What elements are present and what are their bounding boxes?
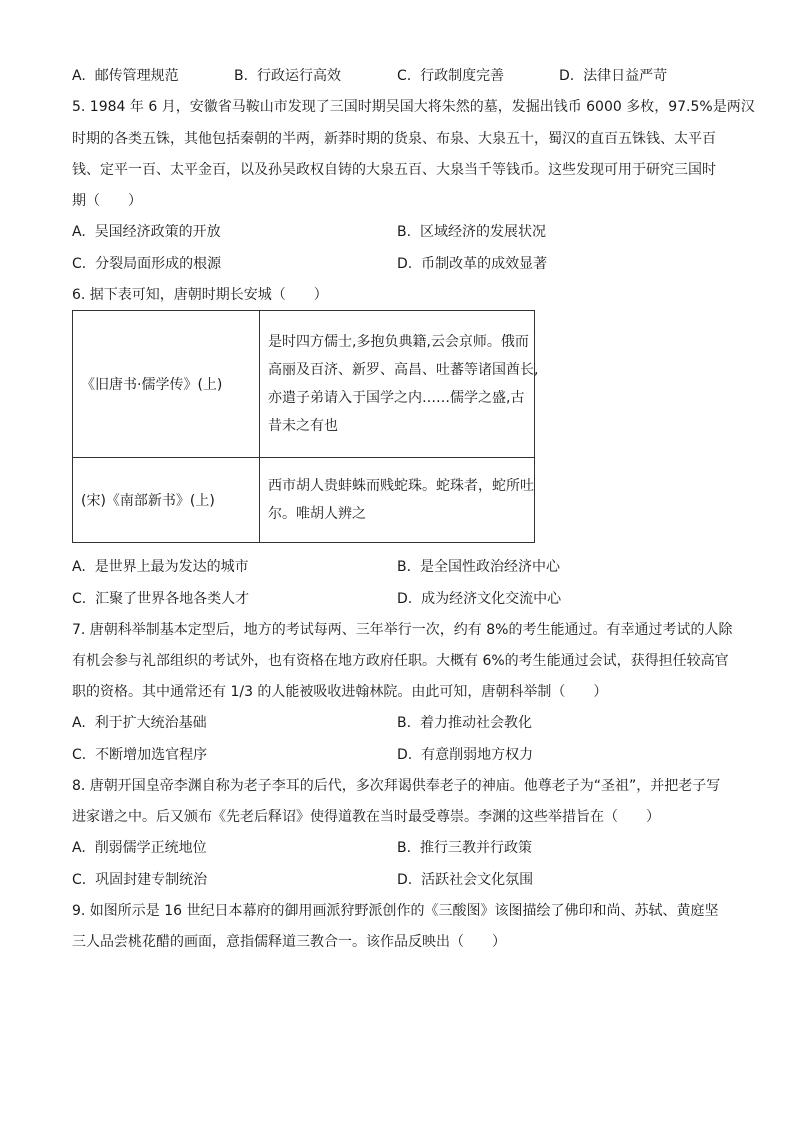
q9-stem-line: 三人品尝桃花醋的画面，意指儒释道三教合一。该作品反映出（ ） bbox=[72, 934, 506, 950]
q5-stem-line: 时期的各类五铢，其他包括秦朝的半两，新莽时期的货泉、布泉、大泉五十，蜀汉的直百五铢钱、太平百 bbox=[72, 131, 716, 147]
table-source-cell: (宋)《南部新书》(上) bbox=[73, 458, 260, 543]
q8-option-c[interactable]: C. 巩固封建专制统治 bbox=[72, 872, 208, 888]
q8-stem-line: 8. 唐朝开国皇帝李渊自称为老子李耳的后代，多次拜谒供奉老子的神庙。他尊老子为“圣祖”，并把老子写 bbox=[72, 778, 721, 794]
q4-option-b[interactable]: B. 行政运行高效 bbox=[234, 68, 341, 84]
table-content-cell: 是时四方儒士,多抱负典籍,云会京师。俄而 高丽及百济、新罗、高昌、吐蕃等诸国酋长, 亦遣子弟请入于国学之内……儒学之盛,古 昔未之有也 bbox=[260, 311, 535, 458]
q6-option-b[interactable]: B. 是全国性政治经济中心 bbox=[397, 559, 560, 575]
q5-stem-line: 期（ ） bbox=[72, 193, 142, 209]
q7-stem-line: 7. 唐朝科举制基本定型后，地方的考试每两、三年举行一次，约有 8%的考生能通过。有幸通过考试的人除 bbox=[72, 622, 733, 638]
q6-option-a[interactable]: A. 是世界上最为发达的城市 bbox=[72, 559, 249, 575]
q5-option-c[interactable]: C. 分裂局面形成的根源 bbox=[72, 256, 222, 272]
table-row bbox=[73, 458, 535, 543]
q7-stem-line: 职的资格。其中通常还有 1/3 的人能被吸收进翰林院。由此可知，唐朝科举制（ ） bbox=[72, 684, 608, 700]
q7-option-a[interactable]: A. 利于扩大统治基础 bbox=[72, 715, 207, 731]
q8-stem-line: 进家谱之中。后又颁布《先老后释诏》使得道教在当时最受尊崇。李渊的这些举措旨在（ ） bbox=[72, 809, 660, 825]
q7-option-d[interactable]: D. 有意削弱地方权力 bbox=[397, 747, 534, 763]
q8-option-b[interactable]: B. 推行三教并行政策 bbox=[397, 840, 532, 856]
q6-option-d[interactable]: D. 成为经济文化交流中心 bbox=[397, 591, 562, 607]
q6-stem: 6. 据下表可知，唐朝时期长安城（ ） bbox=[72, 287, 328, 303]
q7-stem-line: 有机会参与礼部组织的考试外，也有资格在地方政府任职。大概有 6%的考生能通过会试，获得担任较高官 bbox=[72, 653, 729, 669]
q6-option-c[interactable]: C. 汇聚了世界各地各类人才 bbox=[72, 591, 250, 607]
q5-option-a[interactable]: A. 吴国经济政策的开放 bbox=[72, 224, 221, 240]
q7-option-c[interactable]: C. 不断增加选官程序 bbox=[72, 747, 208, 763]
table-content-cell: 西市胡人贵蚌蛛而贱蛇珠。蛇珠者，蛇所吐 尔。唯胡人辨之 bbox=[260, 458, 535, 543]
q5-stem-line: 5. 1984 年 6 月，安徽省马鞍山市发现了三国时期吴国大将朱然的墓，发掘出钱币 6000 多枚，97.5%是两汉 bbox=[72, 99, 755, 115]
q6-source-table bbox=[72, 310, 539, 543]
q8-option-a[interactable]: A. 削弱儒学正统地位 bbox=[72, 840, 207, 856]
table-row bbox=[73, 311, 535, 458]
q4-option-d[interactable]: D. 法律日益严苛 bbox=[559, 68, 668, 84]
q7-option-b[interactable]: B. 着力推动社会教化 bbox=[397, 715, 532, 731]
q5-option-d[interactable]: D. 币制改革的成效显著 bbox=[397, 256, 548, 272]
q8-option-d[interactable]: D. 活跃社会文化氛围 bbox=[397, 872, 534, 888]
q4-option-c[interactable]: C. 行政制度完善 bbox=[397, 68, 505, 84]
q5-option-b[interactable]: B. 区域经济的发展状况 bbox=[397, 224, 546, 240]
table-source-cell: 《旧唐书·儒学传》(上) bbox=[73, 311, 260, 458]
q9-stem-line: 9. 如图所示是 16 世纪日本幕府的御用画派狩野派创作的《三酸图》该图描绘了佛印和尚、苏轼、黄庭坚 bbox=[72, 903, 719, 919]
q4-option-a[interactable]: A. 邮传管理规范 bbox=[72, 68, 179, 84]
q5-stem-line: 钱、定平一百、太平金百，以及孙吴政权自铸的大泉五百、大泉当千等钱币。这些发现可用于研究三国时 bbox=[72, 162, 716, 178]
